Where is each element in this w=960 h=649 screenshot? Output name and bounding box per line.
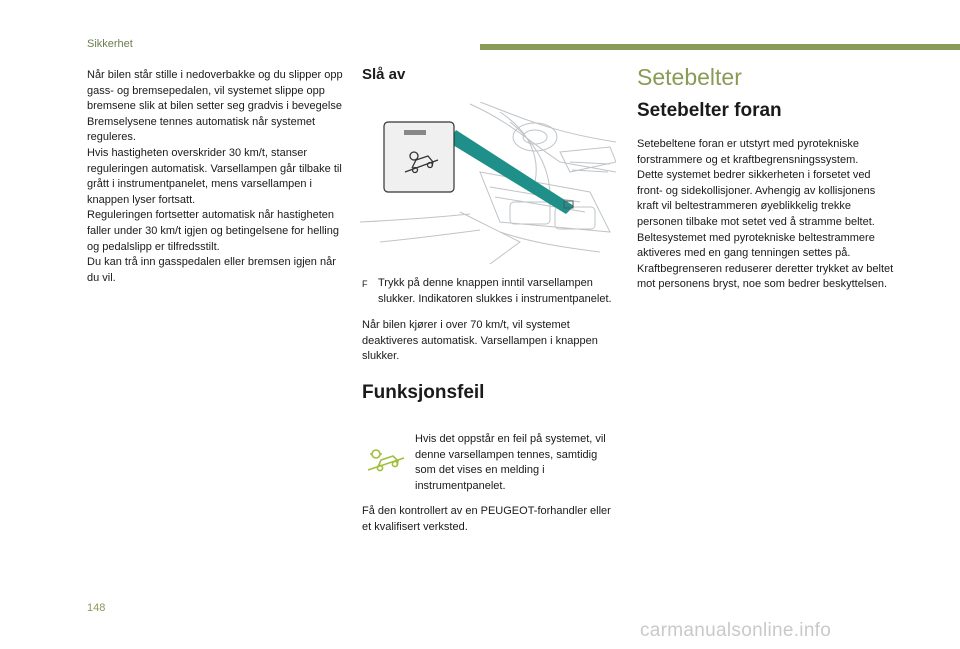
paragraph: Når bilen kjører i over 70 km/t, vil systemet deaktiveres automatisk. Varsellampen i knappen slukker. [362, 319, 598, 363]
setebelter-column [637, 137, 899, 293]
fault-description: Hvis det oppstår en feil på systemet, vil denne varsellampen tennes, samtidig som det vises en melding i instrumentpanelet. [415, 433, 606, 492]
instruction-text: Trykk på denne knappen inntil varsellampen slukker. Indikatoren slukkes i instrumentpanelet. [378, 277, 612, 305]
section-title: Sikkerhet [87, 38, 133, 50]
paragraph: Dette systemet bedrer sikkerheten i forsetet ved front- og sidekollisjoner. Avhengig av kollisjonens kraft vil beltestrammeren øyeblikkelig trekke personen tilbake mot setet ved å stramme beltet. [637, 169, 876, 228]
fault-action: Få den kontrollert av en PEUGEOT-forhandler eller et kvalifisert verksted. [362, 505, 611, 533]
heading-funksjonsfeil: Funksjonsfeil [362, 382, 485, 403]
instruction-item [362, 276, 614, 307]
watermark: carmanualsonline.info [640, 620, 832, 641]
paragraph: Kraftbegrenseren reduserer deretter trykket av beltet mot personens bryst, noe som bedrer beskyttelsen. [637, 262, 894, 291]
paragraph: Du kan trå inn gasspedalen eller bremsen igjen når du vil. [87, 256, 336, 284]
paragraph: Hvis hastigheten overskrider 30 km/t, stanser reguleringen automatisk. Varsellampen går tilbake til grått i instrumentpanelet, mens varsellampen i knappen lyser fortsatt. [87, 146, 342, 206]
header-rule [480, 44, 960, 50]
heading-setebelter-foran: Setebelter foran [637, 100, 782, 121]
paragraph: Setebeltene foran er utstyrt med pyrotekniske forstrammere og et kraftbegrensningssystem. [637, 138, 859, 166]
intro-column [87, 68, 345, 286]
sla-av-content [362, 276, 614, 376]
console-illustration [360, 102, 616, 264]
paragraph: Bremselysene tennes automatisk når systemet reguleres. [87, 115, 316, 144]
page-number: 148 [87, 602, 106, 614]
paragraph: Beltesystemet med pyrotekniske beltestrammere aktiveres med en gang tenningen settes på. [637, 231, 875, 260]
heading-sla-av: Slå av [362, 66, 406, 83]
paragraph: Reguleringen fortsetter automatisk når hastigheten faller under 30 km/t igjen og betingelsene for helling og pedalslipp er tilfredsstilt. [87, 209, 339, 253]
hill-assist-warning-icon [366, 446, 406, 474]
bullet-marker: F [362, 279, 368, 289]
paragraph: Når bilen står stille i nedoverbakke og du slipper opp gass- og bremsepedalen, vil systemet slippe opp bremsene slik at bilen setter seg gradvis i bevegelse [87, 69, 343, 113]
heading-setebelter: Setebelter [637, 64, 742, 90]
